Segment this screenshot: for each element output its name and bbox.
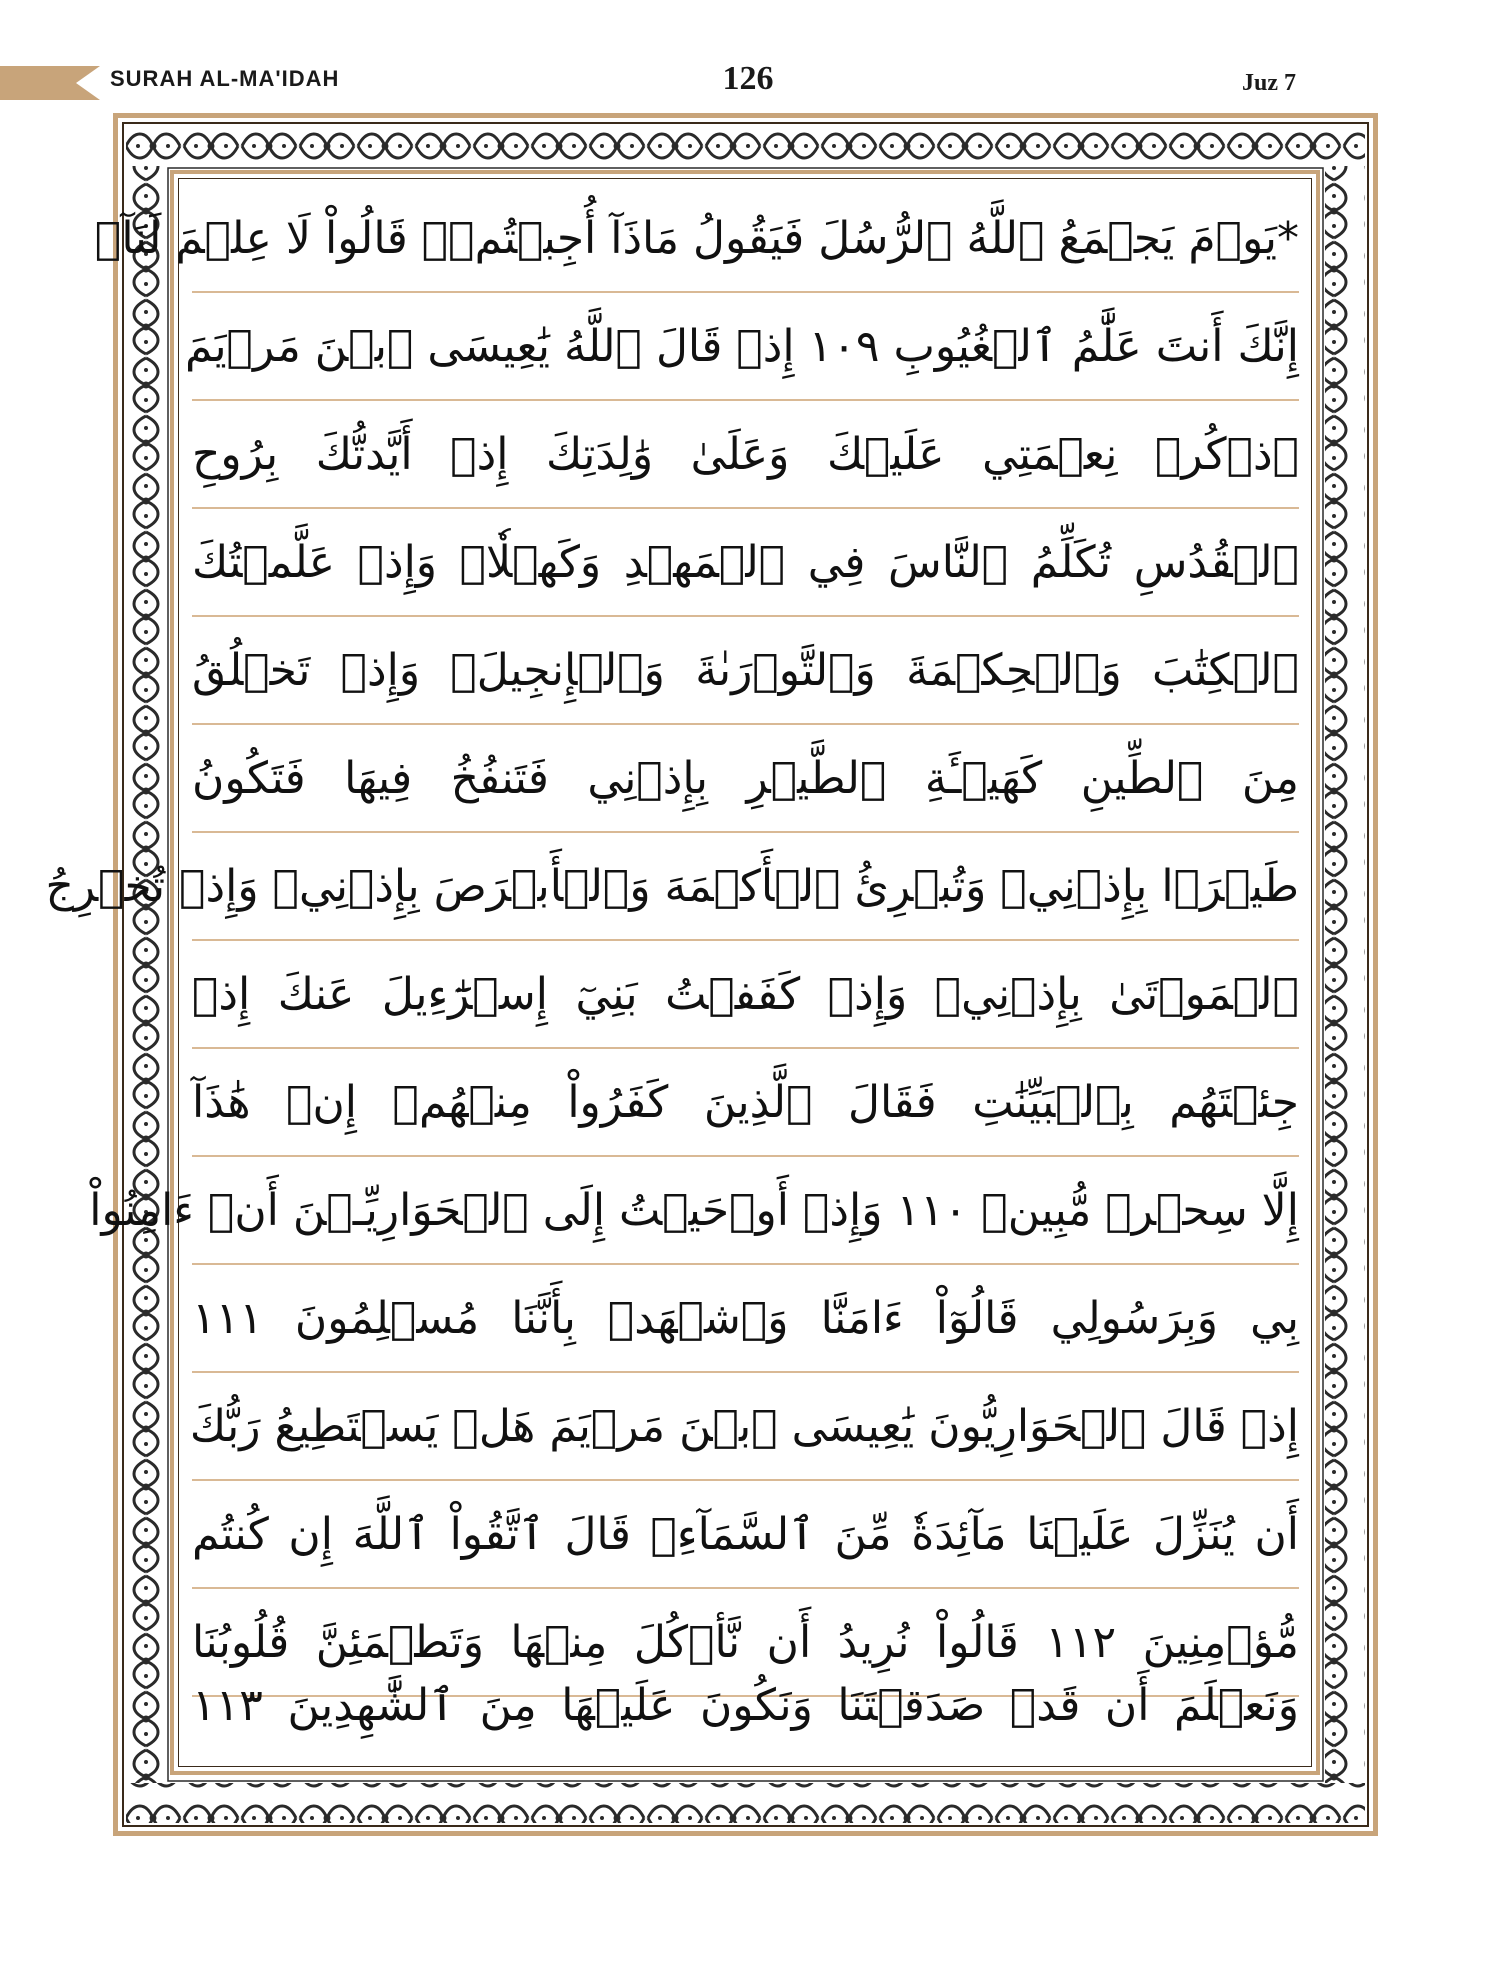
text-line-14: مُّؤۡمِنِينَ ١١٢ قَالُواْ نُرِيدُ أَن نَّأۡكُلَ مِنۡهَا وَتَطۡمَئِنَّ قُلُوبُنَا bbox=[192, 1617, 1299, 1668]
text-line-5: ٱلۡكِتَٰبَ وَٱلۡحِكۡمَةَ وَٱلتَّوۡرَىٰةَ وَٱلۡإِنجِيلَۖ وَإِذۡ تَخۡلُقُ bbox=[192, 645, 1299, 696]
text-line-13: أَن يُنَزِّلَ عَلَيۡنَا مَآئِدَةٗ مِّنَ ٱلسَّمَآءِۖ قَالَ ٱتَّقُواْ ٱللَّهَ إِن كُنتُم bbox=[192, 1509, 1299, 1560]
page-number: 126 bbox=[722, 60, 774, 97]
text-line-9: جِئۡتَهُم بِٱلۡبَيِّنَٰتِ فَقَالَ ٱلَّذِينَ كَفَرُواْ مِنۡهُمۡ إِنۡ هَٰذَآ bbox=[192, 1077, 1299, 1128]
text-line-12: إِذۡ قَالَ ٱلۡحَوَارِيُّونَ يَٰعِيسَى ٱبۡنَ مَرۡيَمَ هَلۡ يَسۡتَطِيعُ رَبُّكَ bbox=[189, 1401, 1299, 1452]
text-line-3: ٱذۡكُرۡ نِعۡمَتِي عَلَيۡكَ وَعَلَىٰ وَٰلِدَتِكَ إِذۡ أَيَّدتُّكَ بِرُوحِ bbox=[192, 429, 1299, 480]
text-line-7: طَيۡرَۢا بِإِذۡنِيۖ وَتُبۡرِئُ ٱلۡأَكۡمَهَ وَٱلۡأَبۡرَصَ بِإِذۡنِيۖ وَإِذۡ تُخۡرِجُ bbox=[45, 861, 1299, 912]
text-line-11: بِي وَبِرَسُولِي قَالُوٓاْ ءَامَنَّا وَٱشۡهَدۡ بِأَنَّنَا مُسۡلِمُونَ ١١١ bbox=[192, 1293, 1299, 1344]
surah-name-header: SURAH AL-MA'IDAH bbox=[110, 66, 340, 91]
juz-label: Juz 7 bbox=[1242, 70, 1296, 96]
text-line-10: إِلَّا سِحۡرٞ مُّبِينٞ ١١٠ وَإِذۡ أَوۡحَيۡتُ إِلَى ٱلۡحَوَارِيِّـۧنَ أَنۡ ءَامِنُواْ bbox=[89, 1185, 1299, 1236]
text-line-1: *يَوۡمَ يَجۡمَعُ ٱللَّهُ ٱلرُّسُلَ فَيَقُولُ مَاذَآ أُجِبۡتُمۡۖ قَالُواْ لَا عِلۡمَ لَنَآۖ bbox=[94, 213, 1299, 264]
text-line-15: وَنَعۡلَمَ أَن قَدۡ صَدَقۡتَنَا وَنَكُونَ عَلَيۡهَا مِنَ ٱلشَّٰهِدِينَ ١١٣ bbox=[192, 1680, 1299, 1731]
text-line-8: ٱلۡمَوۡتَىٰ بِإِذۡنِيۖ وَإِذۡ كَفَفۡتُ بَنِيٓ إِسۡرَٰٓءِيلَ عَنكَ إِذۡ bbox=[192, 969, 1299, 1020]
text-line-2: إِنَّكَ أَنتَ عَلَّٰمُ ٱلۡغُيُوبِ ١٠٩ إِذۡ قَالَ ٱللَّهُ يَٰعِيسَى ٱبۡنَ مَرۡيَمَ bbox=[185, 321, 1299, 372]
text-line-4: ٱلۡقُدُسِ تُكَلِّمُ ٱلنَّاسَ فِي ٱلۡمَهۡدِ وَكَهۡلٗاۖ وَإِذۡ عَلَّمۡتُكَ bbox=[192, 537, 1299, 588]
quran-text-block bbox=[45, 185, 1299, 1760]
text-line-6: مِنَ ٱلطِّينِ كَهَيۡـَٔةِ ٱلطَّيۡرِ بِإِذۡنِي فَتَنفُخُ فِيهَا فَتَكُونُ bbox=[192, 753, 1299, 804]
